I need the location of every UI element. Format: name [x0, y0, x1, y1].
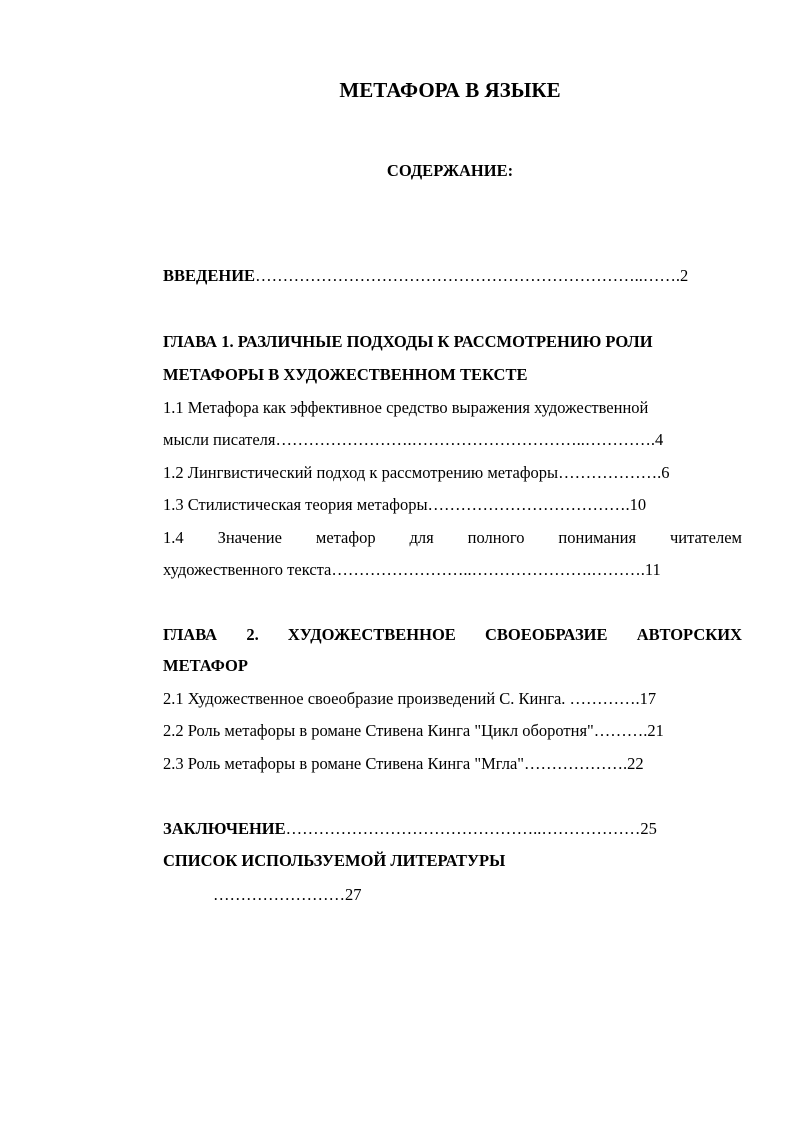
document-title: МЕТАФОРА В ЯЗЫКЕ — [339, 78, 561, 102]
toc-section-2-3: 2.3 Роль метафоры в романе Стивена Кинга "Мгла"……………….22 — [163, 754, 644, 773]
toc-word: понимания — [558, 528, 637, 547]
toc-chapter2-heading-line2: МЕТАФОР — [163, 656, 248, 675]
toc-word: для — [409, 528, 434, 547]
toc-conclusion-leader: ………………………………………..………………25 — [285, 819, 657, 838]
toc-section-1-1-line1: 1.1 Метафора как эффективное средство выражения художественной — [163, 398, 649, 417]
toc-section-1-1-line2: мысли писателя…………………….…………………………..………….4 — [163, 430, 664, 449]
toc-chapter1-heading-line2: МЕТАФОРЫ В ХУДОЖЕСТВЕННОМ ТЕКСТЕ — [163, 365, 528, 384]
toc-conclusion-label: ЗАКЛЮЧЕНИЕ — [163, 819, 286, 838]
toc-section-1-2: 1.2 Лингвистический подход к рассмотрению метафоры……………….6 — [163, 463, 670, 482]
toc-section-2-2: 2.2 Роль метафоры в романе Стивена Кинга "Цикл оборотня"……….21 — [163, 721, 664, 740]
toc-entry-intro — [163, 266, 742, 286]
toc-word: метафор — [315, 528, 376, 547]
toc-chapter1-heading-line1: ГЛАВА 1. РАЗЛИЧНЫЕ ПОДХОДЫ К РАССМОТРЕНИЮ РОЛИ — [163, 332, 653, 351]
toc-word: ХУДОЖЕСТВЕННОЕ — [287, 625, 456, 644]
toc-word: СВОЕОБРАЗИЕ — [485, 625, 608, 644]
toc-word: 2. — [246, 625, 259, 644]
toc-references-leader: ……………………27 — [213, 885, 362, 904]
toc-word: АВТОРСКИХ — [636, 625, 742, 644]
toc-section-1-4-line1 — [163, 528, 742, 548]
toc-references-label: СПИСОК ИСПОЛЬЗУЕМОЙ ЛИТЕРАТУРЫ — [163, 851, 506, 870]
toc-section-2-1: 2.1 Художественное своеобразие произведений С. Кинга. ………….17 — [163, 689, 657, 708]
toc-chapter2-heading-line1 — [163, 625, 742, 645]
toc-word: Значение — [217, 528, 282, 547]
toc-word: читателем — [670, 528, 742, 547]
toc-word: 1.4 — [163, 528, 184, 547]
toc-section-1-3: 1.3 Стилистическая теория метафоры……………………………….10 — [163, 495, 647, 514]
toc-word: полного — [467, 528, 525, 547]
toc-intro-leader: ……………………………………………………………..…….2 — [255, 266, 689, 285]
toc-intro-label: ВВЕДЕНИЕ — [163, 266, 256, 285]
toc-entry-conclusion — [163, 819, 742, 839]
toc-section-1-4-line2: художественного текста……………………..………………….……….11 — [163, 560, 661, 579]
toc-word: ГЛАВА — [163, 625, 218, 644]
contents-heading: СОДЕРЖАНИЕ: — [386, 161, 514, 180]
